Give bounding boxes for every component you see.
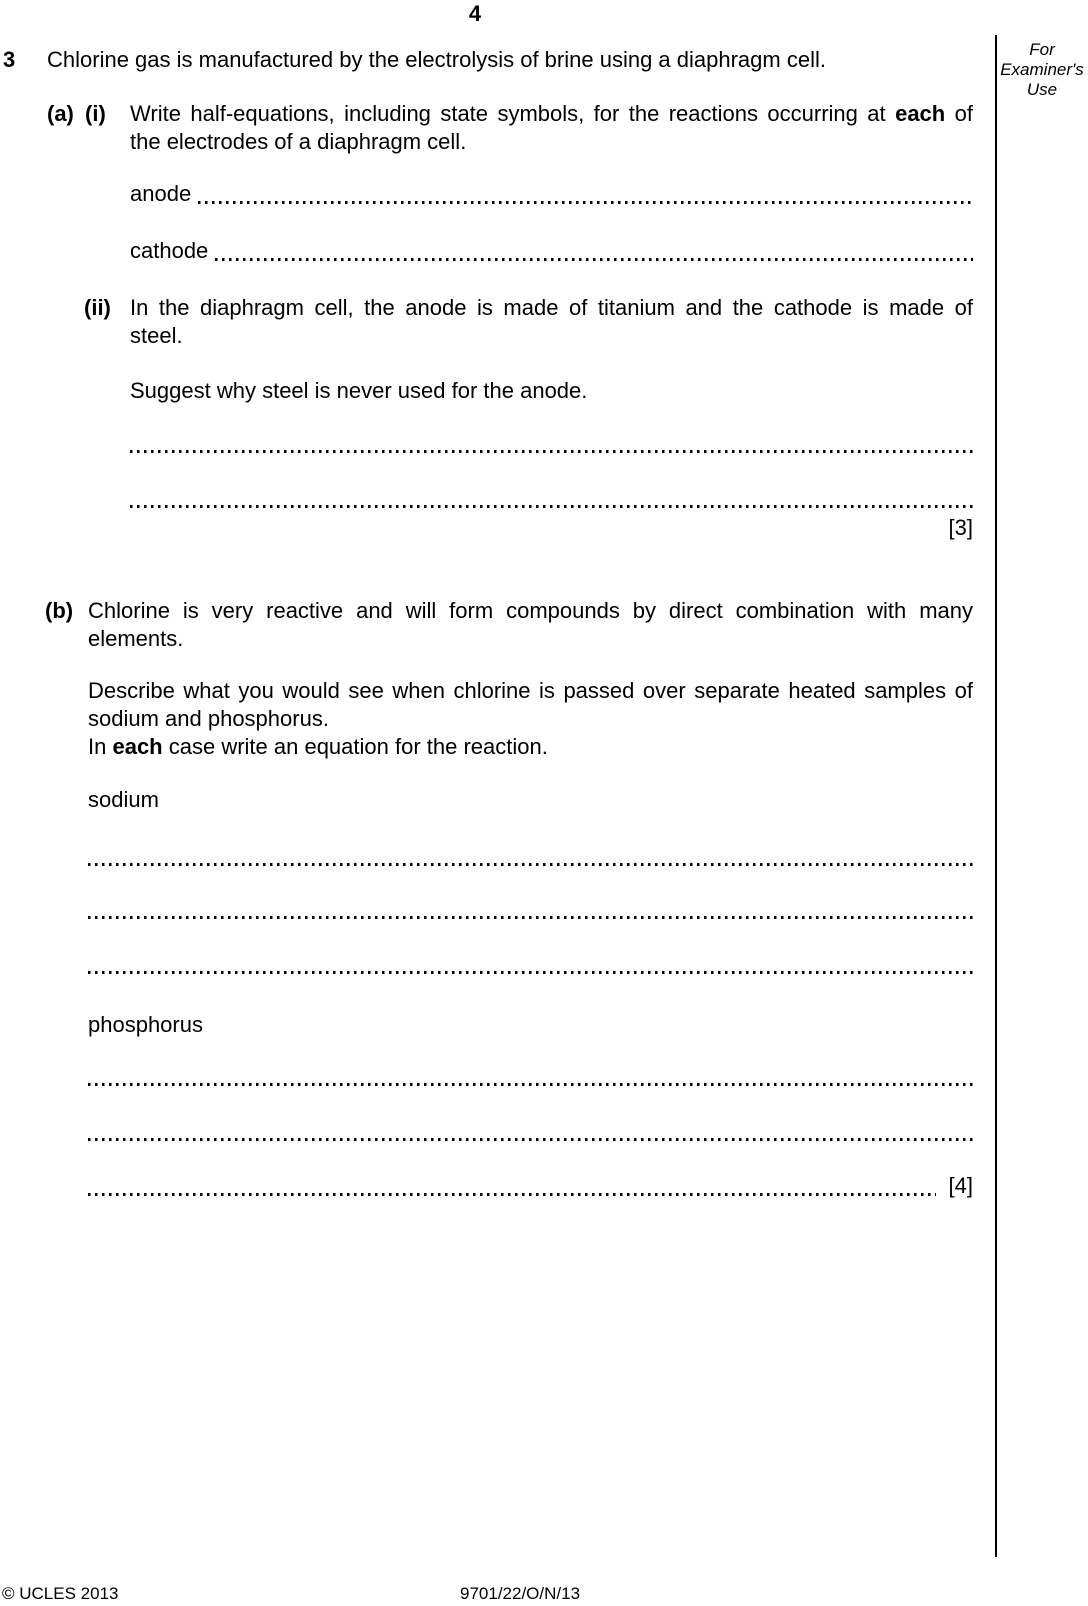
part-a-i-line1 bbox=[130, 100, 973, 128]
cathode-answer-row bbox=[130, 237, 973, 265]
anode-label: anode bbox=[130, 181, 192, 206]
answer-line bbox=[88, 1083, 973, 1086]
answer-line bbox=[88, 916, 973, 919]
cathode-answer-line bbox=[215, 258, 973, 261]
sodium-label: sodium bbox=[88, 787, 159, 812]
question-intro: Chlorine gas is manufactured by the electrolysis of brine using a diaphragm cell. bbox=[47, 47, 826, 72]
part-a-i-label: (i) bbox=[85, 101, 106, 126]
part-a-i-line1-pre: Write half-equations, including state symbols, for the reactions occurring at bbox=[130, 101, 896, 126]
part-b-para1-line2: elements. bbox=[88, 626, 184, 651]
part-a-ii-line2: steel. bbox=[130, 323, 183, 348]
examiner-use-line3: Use bbox=[1026, 80, 1058, 99]
part-a-i-line2: the electrodes of a diaphragm cell. bbox=[130, 129, 467, 154]
examiner-use-header bbox=[996, 40, 1088, 100]
examiner-column-divider bbox=[995, 35, 997, 1557]
part-b-para2-line3 bbox=[88, 733, 973, 761]
part-a-ii-label: (ii) bbox=[84, 295, 111, 320]
part-a-i-text bbox=[130, 100, 973, 156]
examiner-use-line2: Examiner's bbox=[1000, 60, 1084, 79]
part-b-para2-line3-pre: In bbox=[88, 734, 113, 759]
part-b-para2 bbox=[88, 677, 973, 761]
part-b-para2-line2: sodium and phosphorus. bbox=[88, 706, 329, 731]
part-b-para2-line1: Describe what you would see when chlorine is passed over separate heated samples of bbox=[88, 678, 973, 703]
part-a-i-line1-bold: each bbox=[895, 101, 946, 126]
answer-line bbox=[88, 1193, 936, 1196]
examiner-use-line1: For bbox=[1029, 40, 1055, 59]
part-a-ii-prompt: Suggest why steel is never used for the anode. bbox=[130, 378, 588, 403]
footer-paper-code: 9701/22/O/N/13 bbox=[460, 1584, 581, 1603]
phosphorus-label: phosphorus bbox=[88, 1012, 203, 1037]
final-answer-row bbox=[88, 1172, 973, 1200]
part-a-marks: [3] bbox=[948, 515, 973, 540]
page-number: 4 bbox=[468, 1, 482, 26]
question-number: 3 bbox=[3, 47, 16, 72]
part-b-label: (b) bbox=[45, 598, 74, 623]
cathode-label: cathode bbox=[130, 238, 209, 263]
part-a-i-line1-post: of bbox=[945, 101, 973, 126]
anode-answer-line bbox=[198, 201, 973, 204]
part-b-para2-line3-post: case write an equation for the reaction. bbox=[162, 734, 548, 759]
part-a-label: (a) bbox=[47, 101, 74, 126]
part-b-para1 bbox=[88, 597, 973, 653]
part-b-marks: [4] bbox=[948, 1173, 973, 1198]
answer-line bbox=[88, 971, 973, 974]
anode-answer-row bbox=[130, 180, 973, 208]
part-b-para2-line3-bold: each bbox=[112, 734, 163, 759]
part-b-para1-line1: Chlorine is very reactive and will form compounds by direct combination with many bbox=[88, 598, 973, 623]
answer-line bbox=[88, 863, 973, 866]
footer-copyright: © UCLES 2013 bbox=[2, 1584, 119, 1603]
answer-line bbox=[88, 1138, 973, 1141]
answer-line bbox=[130, 450, 973, 453]
part-a-ii-text bbox=[130, 294, 973, 350]
part-a-ii-line1: In the diaphragm cell, the anode is made of titanium and the cathode is made of bbox=[130, 295, 973, 320]
answer-line bbox=[130, 505, 973, 508]
